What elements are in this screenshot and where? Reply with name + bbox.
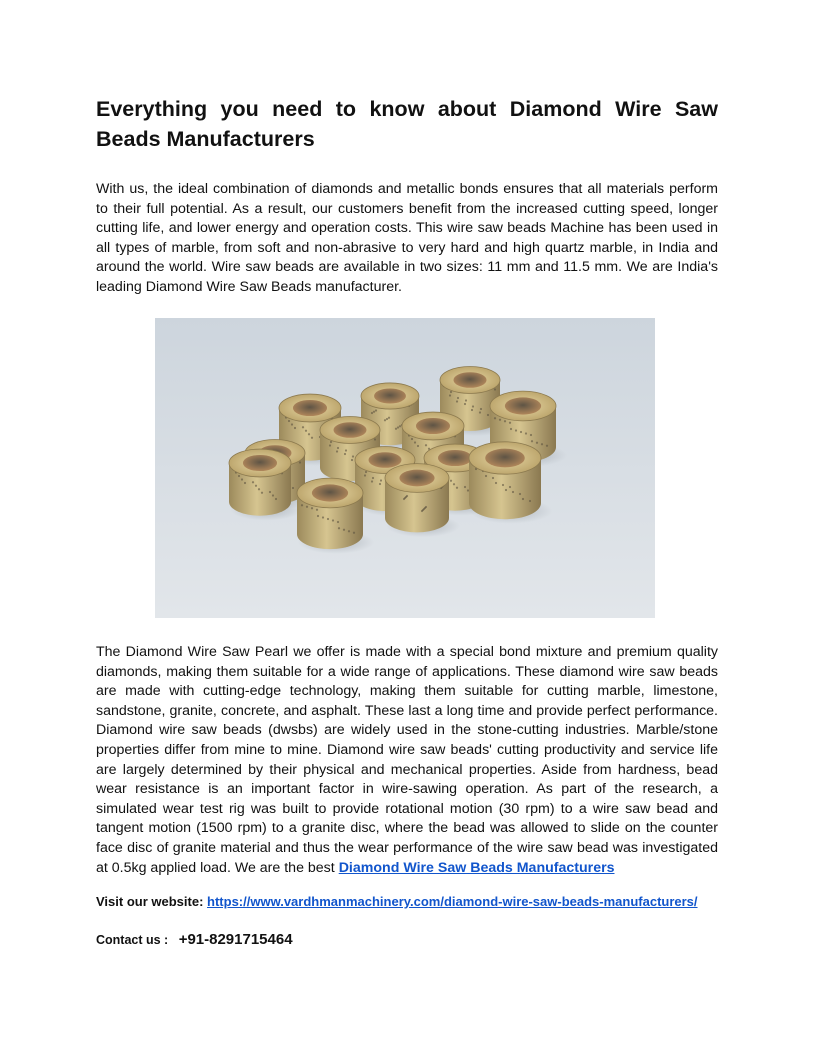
bead-10	[469, 442, 552, 524]
document-title: Everything you need to know about Diamond Wire Saw Beads Manufacturers	[96, 97, 718, 151]
website-link[interactable]: https://www.vardhmanmachinery.com/diamond-wire-saw-beads-manufacturers/	[207, 894, 698, 909]
visit-website-line	[96, 894, 698, 909]
details-paragraph	[96, 643, 718, 878]
beads-photo	[155, 318, 655, 618]
visit-label: Visit our website:	[96, 894, 204, 909]
contact-number: +91-8291715464	[178, 931, 293, 948]
intro-paragraph: With us, the ideal combination of diamonds and metallic bonds ensures that all materials perform to their full potential. As a result, our customers benefit from the increased cutting speed, longer cutting life, and lower energy and operation costs. This wire saw beads Machine has been used in all types of marble, from soft and non-abrasive to very hard and high quartz marble, in India and around the world. Wire saw beads are available in two sizes: 11 mm and 11.5 mm. We are India's leading Diamond Wire Saw Beads manufacturer.	[96, 181, 718, 295]
bead-12	[297, 478, 374, 554]
contact-label: Contact us :	[96, 933, 169, 947]
bead-13	[385, 464, 460, 538]
contact-line	[96, 931, 293, 949]
manufacturers-link[interactable]: Diamond Wire Saw Beads Manufacturers	[338, 859, 615, 876]
beads-illustration	[155, 318, 655, 618]
details-paragraph-text: The Diamond Wire Saw Pearl we offer is made with a special bond mixture and premium quality diamonds, making them suitable for a wide range of applications. These diamond wire saw beads are made with cutting-edge technology, making them suitable for cutting marble, limestone, sandstone, granite, concrete, and asphalt. These last a long time and provide perfect performance. Diamond wire saw beads (dwsbs) are widely used in the stone-cutting industries. Marble/stone properties differ from mine to mine. Diamond wire saw beads' cutting productivity and service life are largely determined by their physical and mechanical properties. Aside from hardness, bead wear resistance is an important factor in wire-sawing operation. As part of the research, a simulated wear test rig was built to provide rotational motion (30 rpm) to a wire saw bead and tangent motion (1500 rpm) to a granite disc, where the bead was allowed to slide on the counter face disc of granite material and thus the wear performance of the wire saw bead was investigated at 0.5kg applied load. We are the best	[96, 644, 718, 876]
